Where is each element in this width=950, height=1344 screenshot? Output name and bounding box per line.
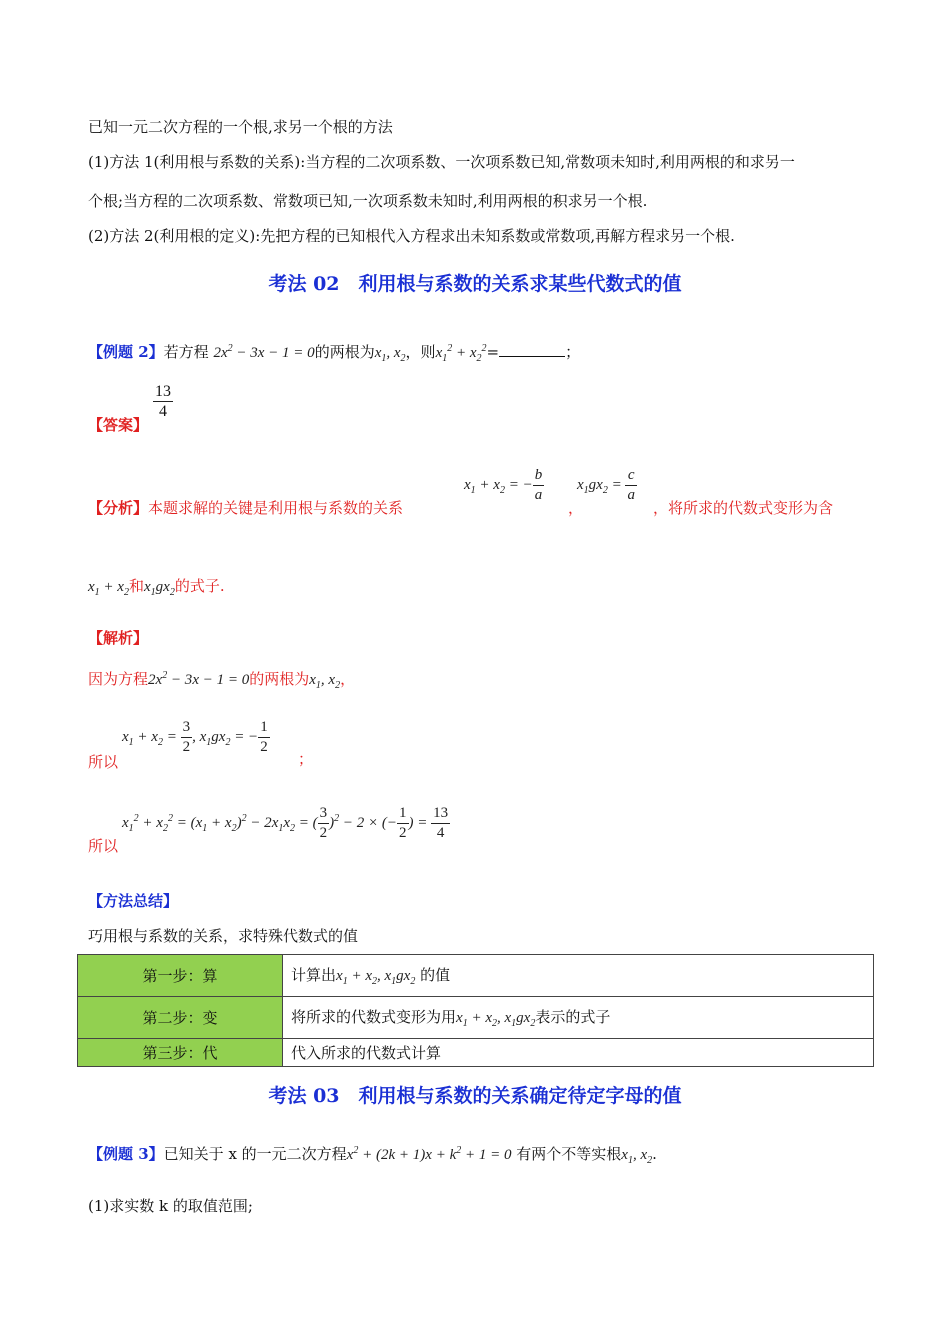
analysis-line-2 [88,575,225,598]
solution-computation: $x_1^2 + x_2^2 = (x_1 + x_2)^2 - 2x_1x_2$ = ( $\frac{3}{2}$ )$^2$ − 2 × (− $\frac{1}{2}$ ) = $\frac{13}{4}$ [122,805,449,841]
analysis-and: 和 [128,577,144,595]
step-label: 第二步：变 [78,997,283,1039]
step-desc-post: 的值 [415,966,451,984]
table-row [78,955,874,997]
roots-symbol: $x_1$, $x_2$ [374,345,406,364]
step-desc-pre: 代入所求的代数式计算 [291,1044,442,1062]
intro-line-2: (1)方法 1(利用根与系数的关系):当方程的二次项系数、一次项系数已知,常数项未知时,利用两根的和求另一 [88,153,795,171]
solution-semi: ； [298,750,314,768]
analysis-text-2: ，将所求的代数式变形为含 [653,499,834,517]
step-desc-pre: 将所求的代数式变形为用 [291,1008,457,1026]
summary-lead: 巧用根与系数的关系，求特殊代数式的值 [88,927,359,945]
analysis-comma: ， [568,499,584,517]
example-3-equation: $x^2 + (2k + 1)x + k^2 + 1 = 0$ [346,1145,512,1163]
answer-fraction [153,382,173,421]
solution-roots: $x_1$, $x_2$ [309,672,341,691]
vieta-sum-formula: $x_1 + x_2$ = − $\frac{b}{a}$ [464,467,543,503]
vieta-product-formula: $x_1gx_2$ = $\frac{c}{a}$ [577,467,635,503]
solution-vieta-values: $x_1 + x_2$ = $\frac{3}{2}$ , $x_1gx_2$ = − $\frac{1}{2}$ [122,719,268,755]
example-2-eq: = [486,343,500,361]
solution-line-1 [88,668,355,691]
steps-table [77,954,874,1067]
example-2-prefix: 若方程 [163,343,209,361]
step-desc [283,1039,874,1067]
product-roots-expr: $x_1gx_2$ [143,579,175,598]
step-desc [283,955,874,997]
summary-tag: 【方法总结】 [88,892,179,910]
step-1-expr: $x_1 + x_2$, $x_1gx_2$ [336,968,416,987]
analysis-tag: 【分析】 [88,499,149,517]
solution-tag: 【解析】 [88,629,149,647]
section-heading-03: 考法 03 利用根与系数的关系确定待定字母的值 [268,1085,682,1107]
sum-roots-expr: $x_1 + x_2$ [88,579,129,598]
sum-of-squares-expr: $x_1^2 + x_2^2$ [435,343,487,364]
example-2 [88,341,580,364]
analysis-tail: 的式子. [174,577,225,595]
example-3-end: . [652,1145,657,1163]
solution-line-1c: ， [340,670,356,688]
step-label: 第一步：算 [78,955,283,997]
answer-tag: 【答案】 [88,416,149,434]
answer-denominator: 4 [159,403,167,420]
step-label: 第三步：代 [78,1039,283,1067]
solution-equation: $2x^2 - 3x - 1 = 0$ [148,670,250,688]
example-2-then: ，则 [405,343,436,361]
solution-so-2: 所以 [88,837,119,855]
example-3-prefix: 已知关于 x 的一元二次方程 [163,1145,347,1163]
table-row [78,1039,874,1067]
example-3 [88,1143,657,1166]
solution-so-1: 所以 [88,753,119,771]
section-heading-02: 考法 02 利用根与系数的关系求某些代数式的值 [268,273,682,295]
example-2-tag: 【例题 2】 [88,343,164,361]
example-3-question-1: (1)求实数 k 的取值范围; [88,1197,253,1215]
answer-blank [499,342,565,357]
solution-line-1b: 的两根为 [249,670,310,688]
step-2-expr: $x_1 + x_2$, $x_1gx_2$ [456,1010,536,1029]
example-2-semi: ； [565,343,581,361]
step-desc [283,997,874,1039]
solution-line-1a: 因为方程 [88,670,149,688]
intro-line-1: 已知一元二次方程的一个根,求另一个根的方法 [88,118,393,136]
table-row [78,997,874,1039]
example-3-mid: 有两个不等实根 [511,1145,622,1163]
analysis-text-1: 本题求解的关键是利用根与系数的关系 [148,499,404,517]
example-2-mid: 的两根为 [314,343,375,361]
example-3-tag: 【例题 3】 [88,1145,164,1163]
intro-line-4: (2)方法 2(利用根的定义):先把方程的已知根代入方程求出未知系数或常数项,再解方程求另一个根. [88,227,735,245]
example-3-roots: $x_1$, $x_2$ [621,1147,653,1166]
step-desc-post: 表示的式子 [535,1008,611,1026]
intro-line-3: 个根;当方程的二次项系数、常数项已知,一次项系数未知时,利用两根的积求另一个根. [88,192,648,210]
answer-numerator: 13 [155,383,171,400]
step-desc-pre: 计算出 [291,966,337,984]
analysis-text [88,497,403,518]
equation-quadratic: $2x^2 - 3x - 1 = 0$ [213,343,315,361]
